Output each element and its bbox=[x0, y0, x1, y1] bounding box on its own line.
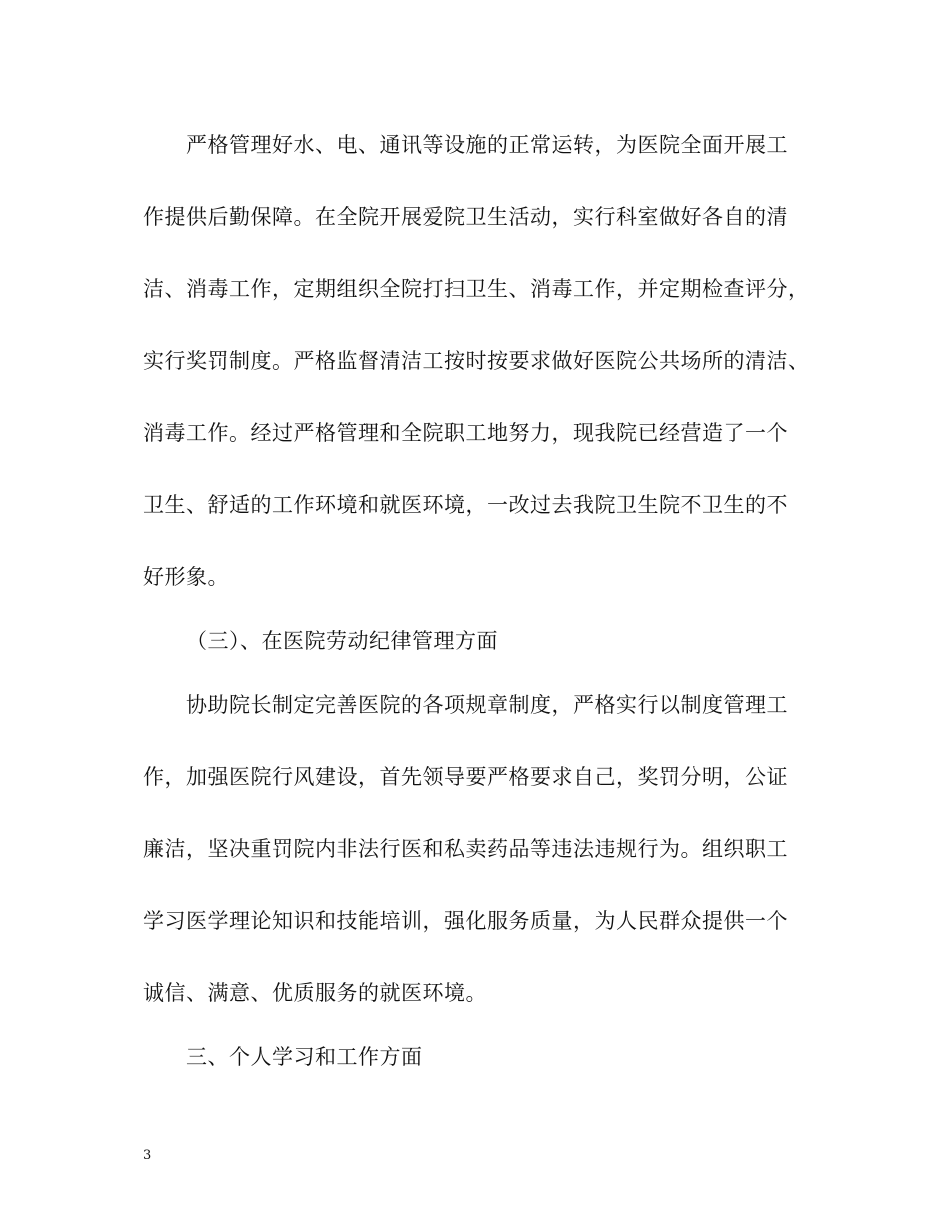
paragraph-line: 卫生、舒适的工作环境和就医环境，一改过去我院卫生院不卫生的不 bbox=[143, 493, 788, 517]
section-heading: （三）、在医院劳动纪律管理方面 bbox=[186, 629, 498, 653]
page-number: 3 bbox=[143, 1148, 152, 1163]
paragraph-line: 作，加强医院行风建设，首先领导要严格要求自己，奖罚分明，公证 bbox=[143, 765, 788, 789]
paragraph-line: 协助院长制定完善医院的各项规章制度，严格实行以制度管理工 bbox=[186, 693, 788, 717]
paragraph-line: 消毒工作。经过严格管理和全院职工地努力，现我院已经营造了一个 bbox=[143, 421, 788, 445]
paragraph-line: 洁、消毒工作，定期组织全院打扫卫生、消毒工作，并定期检查评分， bbox=[143, 277, 810, 301]
paragraph-line: 学习医学理论知识和技能培训，强化服务质量，为人民群众提供一个 bbox=[143, 909, 788, 933]
paragraph-line: 好形象。 bbox=[143, 565, 229, 589]
paragraph-line: 廉洁，坚决重罚院内非法行医和私卖药品等违法违规行为。组织职工 bbox=[143, 837, 788, 861]
paragraph-line: 严格管理好水、电、通讯等设施的正常运转，为医院全面开展工 bbox=[186, 133, 788, 157]
section-heading: 三、个人学习和工作方面 bbox=[186, 1045, 423, 1069]
paragraph-line: 作提供后勤保障。在全院开展爱院卫生活动，实行科室做好各自的清 bbox=[143, 205, 788, 229]
paragraph-line: 诚信、满意、优质服务的就医环境。 bbox=[143, 981, 487, 1005]
paragraph-line: 实行奖罚制度。严格监督清洁工按时按要求做好医院公共场所的清洁、 bbox=[143, 349, 810, 373]
